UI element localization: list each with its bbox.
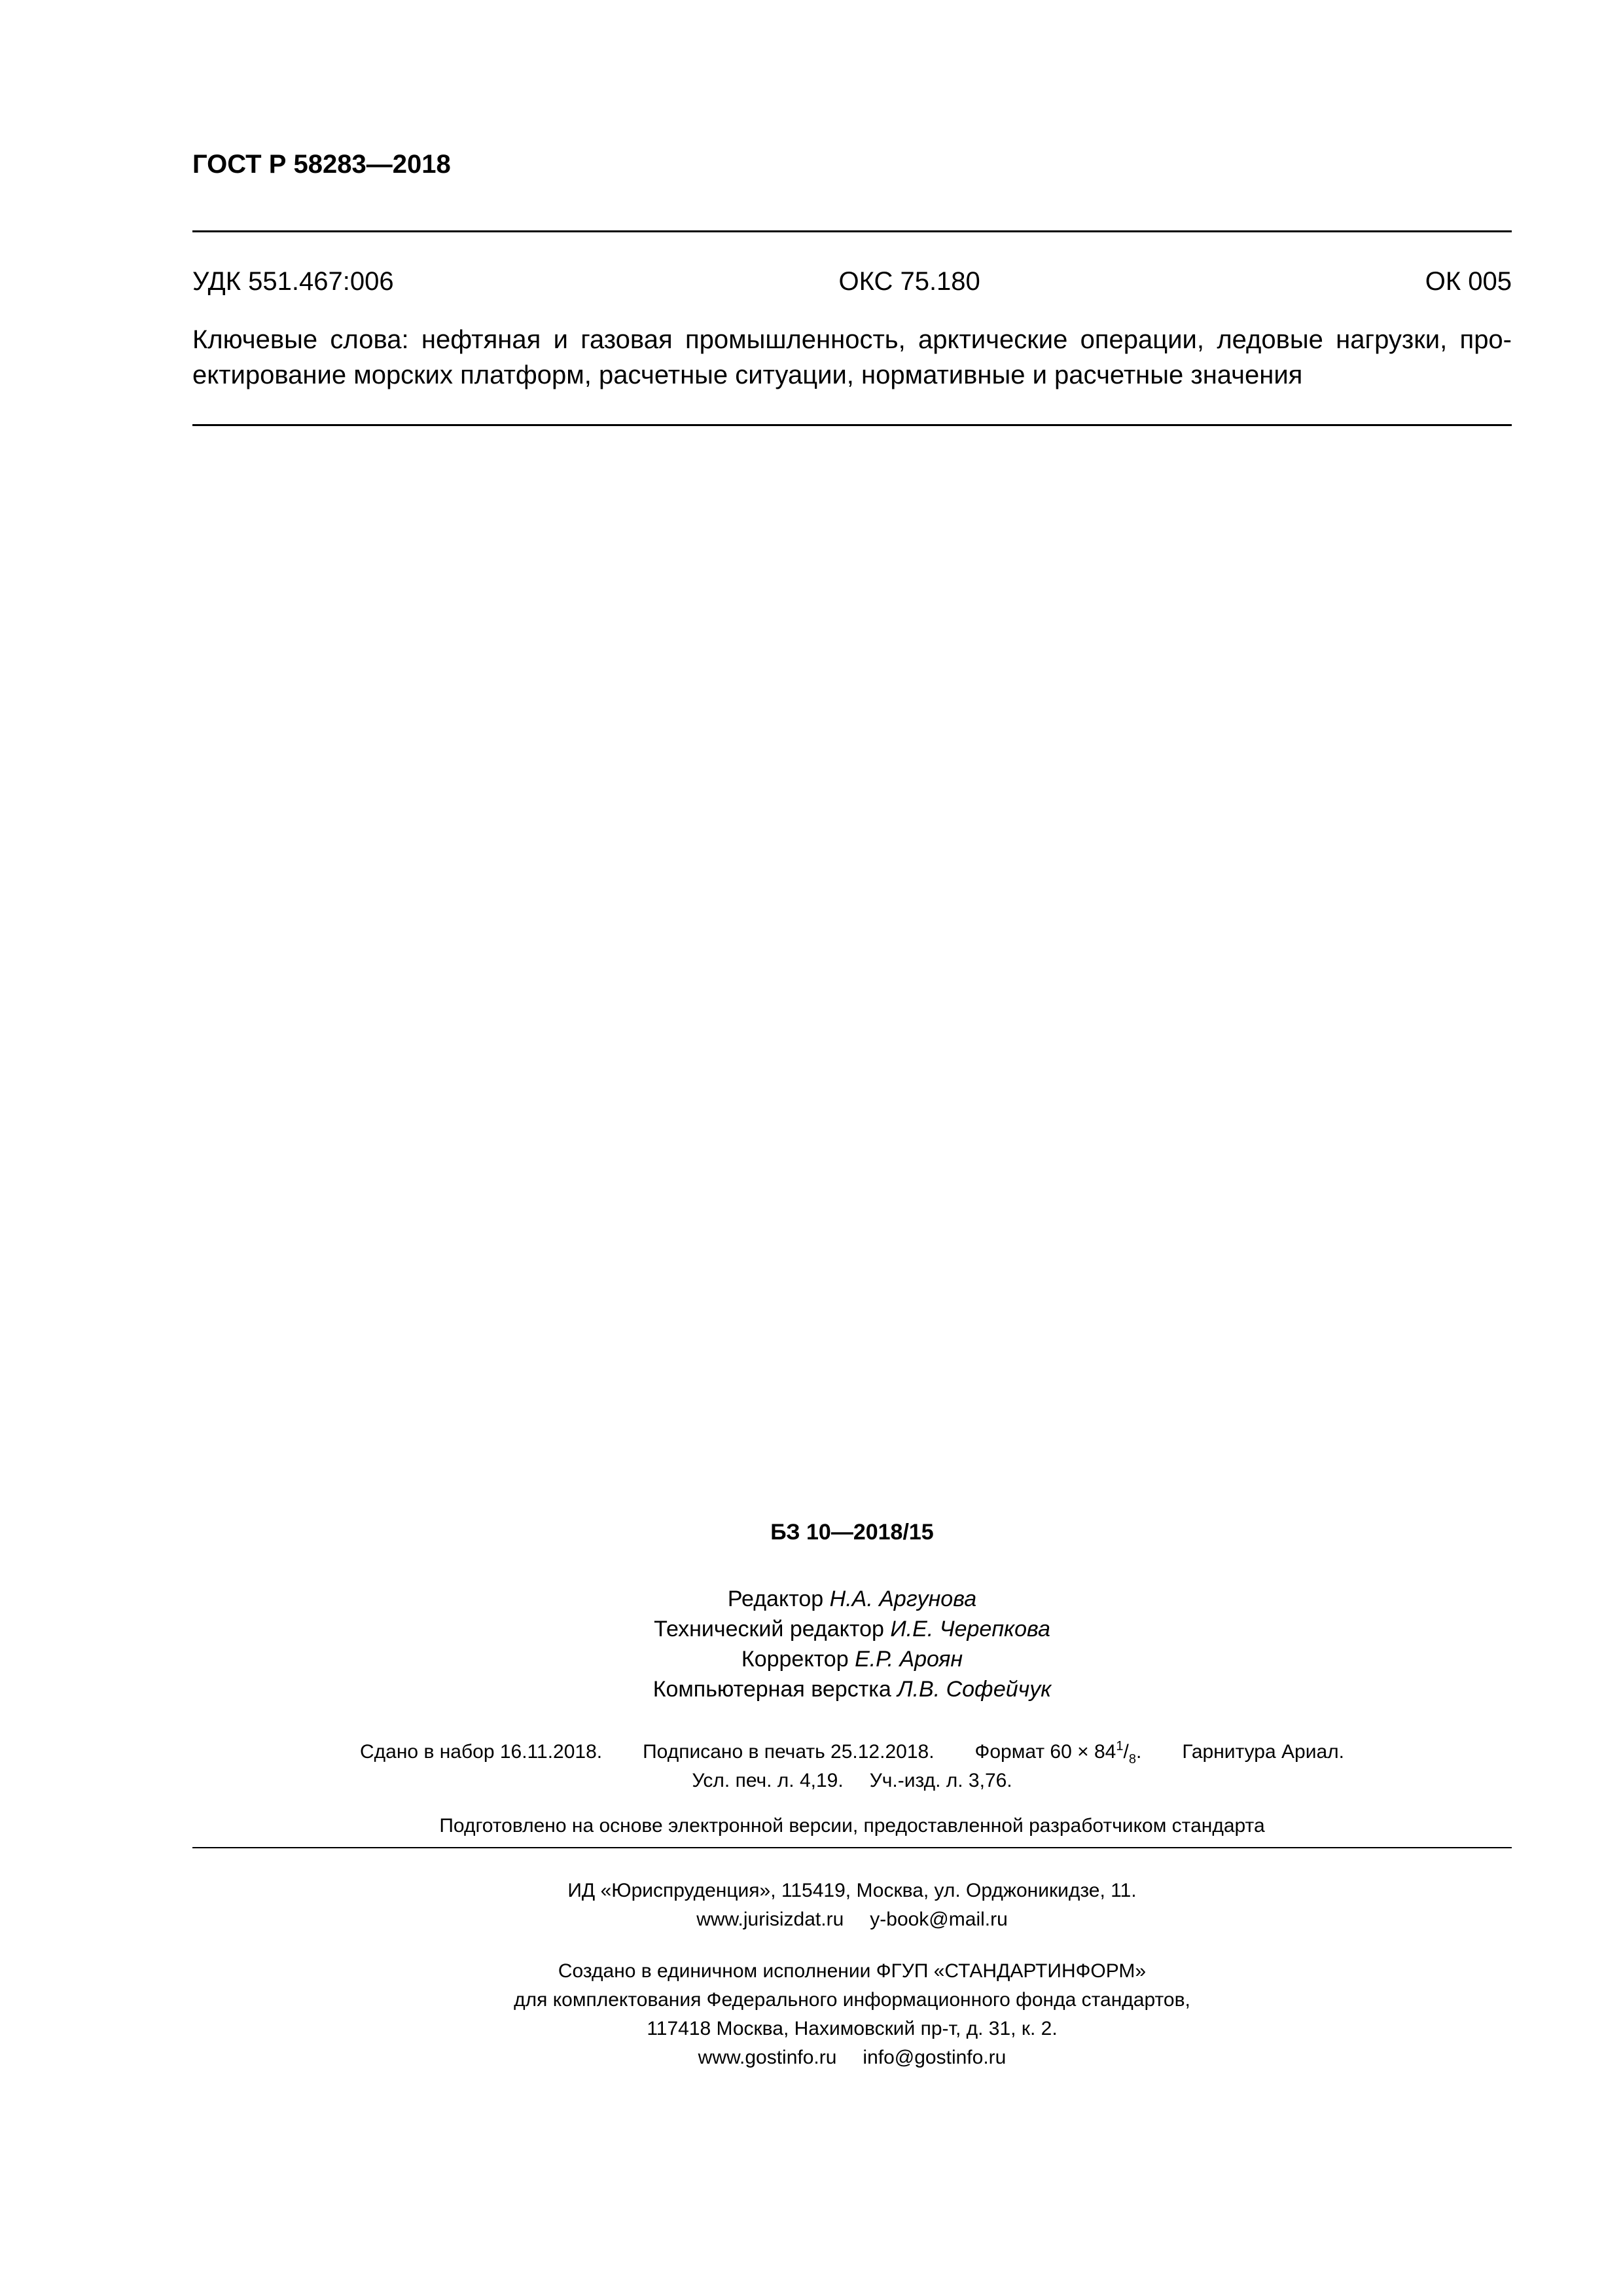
keywords-divider (192, 424, 1512, 426)
oks-code: ОКС 75.180 (838, 267, 980, 296)
keywords-line-2: ектирование морских платформ, расчетные ситуации, нормативные и расчетные значения (192, 361, 1303, 389)
keywords-line-1: Ключевые слова: нефтяная и газовая промышленность, арктические операции, ледовые нагрузки, про- (192, 325, 1512, 354)
publisher-sheets: Уч.-изд. л. 3,76. (869, 1770, 1012, 1791)
created-contacts (192, 2043, 1512, 2072)
created-block (192, 1957, 1512, 2072)
publisher-website: www.jurisizdat.ru (696, 1909, 844, 1930)
print-details (192, 1738, 1512, 1795)
keywords-block (192, 322, 1512, 393)
layout-line: Компьютерная верстка Л.В. Софейчук (652, 1677, 1052, 1702)
ok-code: ОК 005 (1425, 267, 1512, 296)
created-line-3: 117418 Москва, Нахимовский пр-т, д. 31, к. 2. (647, 2018, 1058, 2039)
prepared-note: Подготовлено на основе электронной версии, предоставленной разработчиком стандарта (439, 1815, 1265, 1837)
corrector-line: Корректор Е.Р. Ароян (741, 1647, 963, 1672)
classification-row (192, 264, 1512, 298)
publisher-email: y-book@mail.ru (870, 1909, 1008, 1930)
document-designation: ГОСТ Р 58283—2018 (192, 150, 451, 179)
paper-format: Формат $60 \times 84^1/_8$. (974, 1739, 1142, 1767)
editor-line: Редактор Н.А. Аргунова (727, 1587, 977, 1611)
publisher-contacts (192, 1905, 1512, 1934)
top-divider (192, 230, 1512, 232)
publisher-block (192, 1876, 1512, 1934)
corrector-name: Е.Р. Ароян (855, 1647, 963, 1672)
created-line-2: для комплектования Федерального информационного фонда стандартов, (514, 1989, 1190, 2011)
tech-editor-line: Технический редактор И.Е. Черепкова (654, 1617, 1050, 1641)
credits-block (192, 1584, 1512, 1704)
tech-editor-name: И.Е. Черепкова (890, 1617, 1050, 1641)
print-details-line-1 (192, 1738, 1512, 1767)
editor-name: Н.А. Аргунова (829, 1587, 977, 1611)
udk-code: УДК 551.467:006 (192, 267, 394, 296)
bz-number: БЗ 10—2018/15 (770, 1520, 934, 1545)
gostinfo-website: www.gostinfo.ru (698, 2047, 837, 2068)
publisher-address: ИД «Юриспруденция», 115419, Москва, ул. Орджоникидзе, 11. (567, 1880, 1137, 1901)
gostinfo-email: info@gostinfo.ru (863, 2047, 1007, 2068)
signed-to-print: Подписано в печать 25.12.2018. (643, 1741, 935, 1763)
sent-to-typeset: Сдано в набор 16.11.2018. (360, 1741, 603, 1763)
print-sheets: Усл. печ. л. 4,19. (692, 1770, 844, 1791)
layout-name: Л.В. Софейчук (897, 1677, 1052, 1702)
imprint-divider (192, 1847, 1512, 1848)
print-details-line-2 (192, 1767, 1512, 1795)
created-line-1: Создано в единичном исполнении ФГУП «СТАНДАРТИНФОРМ» (558, 1960, 1147, 1982)
typeface: Гарнитура Ариал. (1182, 1741, 1344, 1763)
